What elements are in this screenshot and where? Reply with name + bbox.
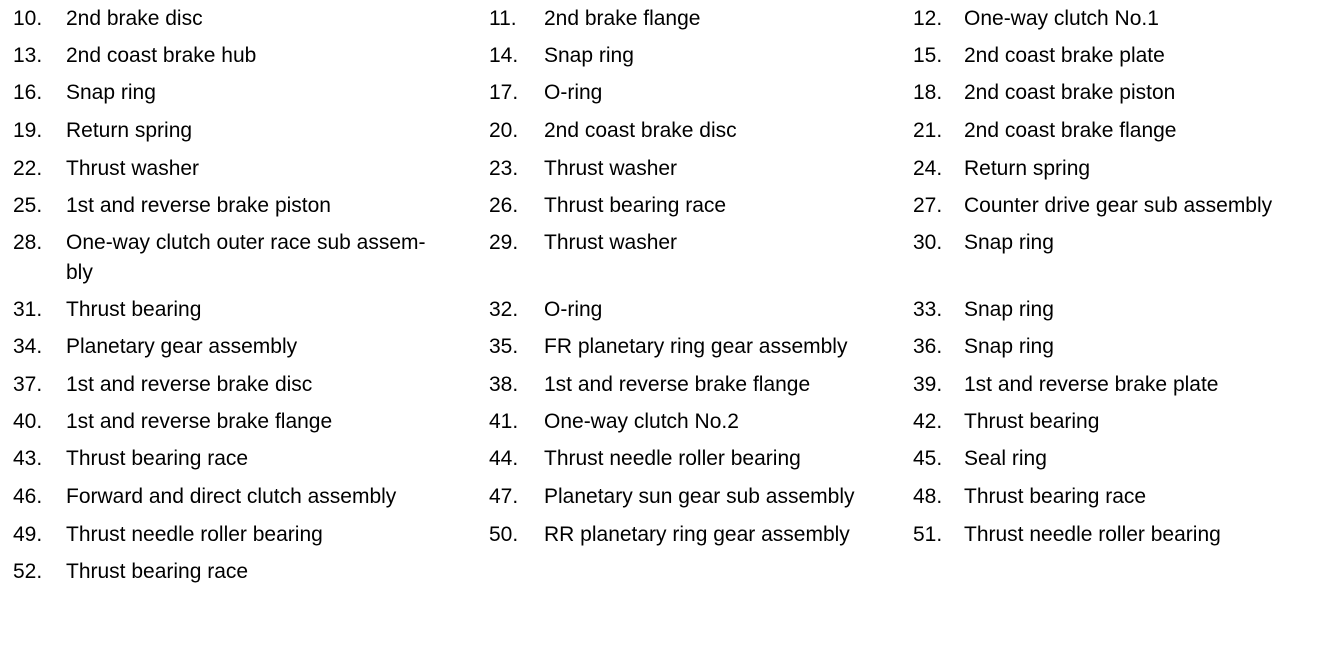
part-name: Snap ring	[544, 44, 634, 67]
part-name: One-way clutch No.2	[544, 410, 739, 433]
part-number: 17.	[489, 81, 519, 104]
part-name: Thrust washer	[544, 231, 678, 254]
part-name: RR planetary ring gear assembly	[544, 523, 850, 546]
part-name: Planetary sun gear sub assembly	[544, 485, 855, 508]
part-name: Thrust washer	[544, 157, 678, 180]
part-name: Counter drive gear sub assembly	[964, 194, 1273, 217]
part-number: 10.	[13, 7, 43, 30]
part-name: Thrust needle roller bearing	[964, 523, 1221, 546]
part-name: O-ring	[544, 81, 603, 104]
part-name: Thrust washer	[66, 157, 200, 180]
part-number: 24.	[913, 157, 943, 180]
part-number: 29.	[489, 231, 519, 254]
part-name: One-way clutch No.1	[964, 7, 1159, 30]
part-number: 38.	[489, 373, 519, 396]
part-name: Thrust bearing	[964, 410, 1100, 433]
part-number: 30.	[913, 231, 943, 254]
part-name: FR planetary ring gear assembly	[544, 335, 848, 358]
part-number: 45.	[913, 447, 943, 470]
part-number: 12.	[913, 7, 943, 30]
part-number: 40.	[13, 410, 43, 433]
part-name: Return spring	[66, 119, 193, 142]
part-number: 31.	[13, 298, 43, 321]
part-number: 46.	[13, 485, 43, 508]
part-number: 20.	[489, 119, 519, 142]
part-name: Snap ring	[964, 335, 1054, 358]
part-number: 19.	[13, 119, 43, 142]
part-name: Snap ring	[964, 298, 1054, 321]
part-number: 26.	[489, 194, 519, 217]
part-number: 49.	[13, 523, 43, 546]
part-number: 36.	[913, 335, 943, 358]
part-name: Snap ring	[66, 81, 156, 104]
part-number: 21.	[913, 119, 943, 142]
part-number: 11.	[489, 7, 517, 30]
part-number: 52.	[13, 560, 43, 583]
part-number: 16.	[13, 81, 43, 104]
part-name: 2nd coast brake flange	[964, 119, 1177, 142]
part-number: 39.	[913, 373, 943, 396]
part-name: 1st and reverse brake flange	[66, 410, 333, 433]
part-number: 33.	[913, 298, 943, 321]
part-name: 2nd coast brake hub	[66, 44, 257, 67]
part-name: Thrust needle roller bearing	[66, 523, 323, 546]
part-number: 22.	[13, 157, 43, 180]
part-number: 32.	[489, 298, 519, 321]
part-number: 47.	[489, 485, 519, 508]
part-number: 50.	[489, 523, 519, 546]
part-name: 1st and reverse brake disc	[66, 373, 313, 396]
part-name: 2nd coast brake disc	[544, 119, 737, 142]
part-name: Thrust bearing race	[66, 447, 249, 470]
part-name: 2nd brake disc	[66, 7, 203, 30]
part-name: Thrust bearing race	[964, 485, 1147, 508]
part-name: 1st and reverse brake plate	[964, 373, 1219, 396]
part-name: Thrust bearing	[66, 298, 202, 321]
part-number: 41.	[489, 410, 519, 433]
part-number: 15.	[913, 44, 943, 67]
part-number: 42.	[913, 410, 943, 433]
part-number: 13.	[13, 44, 43, 67]
part-number: 23.	[489, 157, 519, 180]
part-name: Planetary gear assembly	[66, 335, 298, 358]
part-number: 51.	[913, 523, 943, 546]
part-number: 14.	[489, 44, 519, 67]
part-name: 2nd brake flange	[544, 7, 701, 30]
part-name: One-way clutch outer race sub assem-	[66, 231, 426, 254]
part-number: 27.	[913, 194, 943, 217]
part-name-continuation: bly	[66, 261, 93, 284]
part-name: Thrust bearing race	[544, 194, 727, 217]
part-number: 18.	[913, 81, 943, 104]
part-name: 2nd coast brake piston	[964, 81, 1176, 104]
part-name: 1st and reverse brake piston	[66, 194, 331, 217]
part-name: Return spring	[964, 157, 1091, 180]
part-name: O-ring	[544, 298, 603, 321]
part-number: 48.	[913, 485, 943, 508]
part-name: Seal ring	[964, 447, 1047, 470]
part-name: Forward and direct clutch assembly	[66, 485, 397, 508]
part-number: 43.	[13, 447, 43, 470]
part-number: 37.	[13, 373, 43, 396]
part-name: 1st and reverse brake flange	[544, 373, 811, 396]
part-number: 44.	[489, 447, 519, 470]
part-name: Thrust bearing race	[66, 560, 249, 583]
part-name: Thrust needle roller bearing	[544, 447, 801, 470]
part-name: 2nd coast brake plate	[964, 44, 1165, 67]
part-name: Snap ring	[964, 231, 1054, 254]
part-number: 25.	[13, 194, 43, 217]
part-number: 34.	[13, 335, 43, 358]
part-number: 35.	[489, 335, 519, 358]
part-number: 28.	[13, 231, 43, 254]
